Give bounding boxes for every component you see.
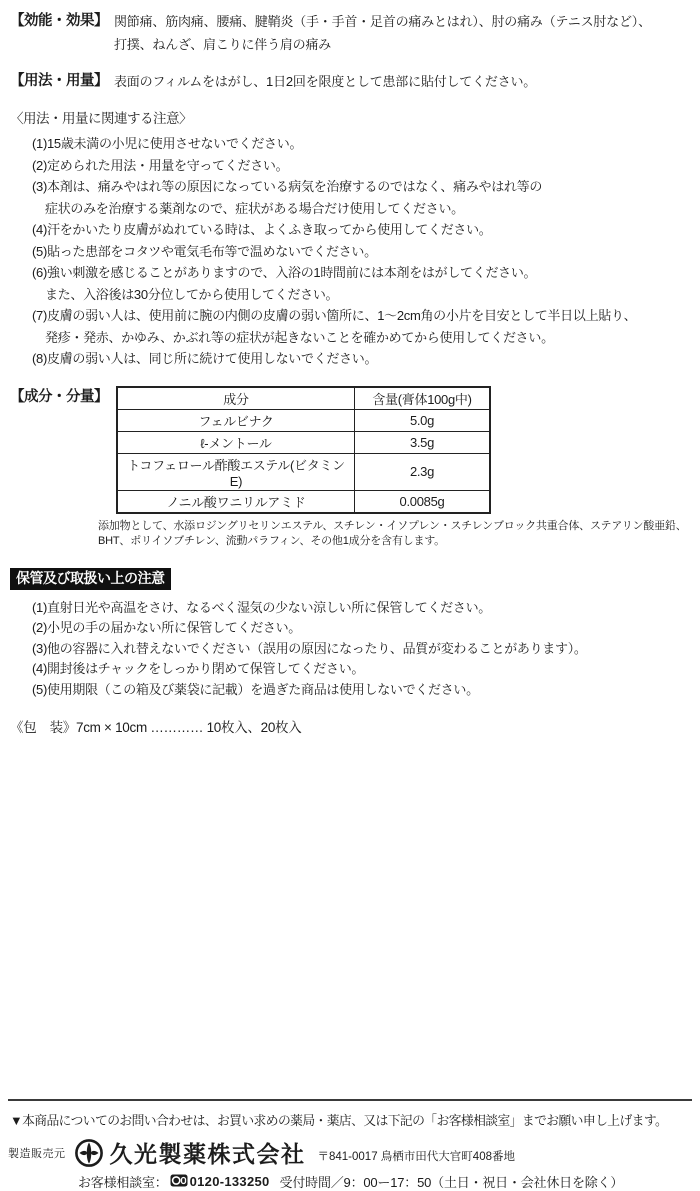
storage-item: (2)小児の手の届かない所に保管してください。 (32, 620, 301, 635)
dosage-note-item: (7)皮膚の弱い人は、使用前に腕の内側の皮膚の弱い箇所に、1〜2cm角の小片を目安として半日以上貼り、 発疹・発赤、かゆみ、かぶれ等の症状が起きないことを確かめてから使用してください。 (32, 308, 637, 345)
efficacy-text (114, 10, 651, 56)
contact-label: お客様相談室： (78, 1175, 168, 1190)
office-hours: 受付時間／9：00ー17：50（土日・祝日・会社休日を除く） (279, 1175, 624, 1190)
section-ingredients (10, 386, 690, 514)
divider (8, 1099, 692, 1101)
storage-item: (5)使用期限（この箱及び薬袋に記載）を過ぎた商品は使用しないでください。 (32, 681, 479, 697)
table-cell-ingredient: ノニル酸ワニリルアミド (117, 490, 355, 513)
company-name: 久光製薬株式会社 (109, 1141, 306, 1167)
table-header-cell: 成分 (117, 387, 355, 410)
storage-item: (1)直射日光や高温をさけ、なるべく湿気の少ない涼しい所に保管してください。 (32, 599, 491, 615)
additives-line: 添加物として、水添ロジングリセリンエステル、スチレン・イソプレン・スチレンブロック共重合体、ステアリン酸亜鉛、 (98, 519, 687, 532)
table-header-row (117, 387, 490, 410)
dosage-note-item: (8)皮膚の弱い人は、同じ所に続けて使用しないでください。 (32, 351, 378, 366)
manufacturer-row (8, 1136, 700, 1169)
dosage-note-item: (6)強い刺激を感じることがありますので、入浴の1時間前には本剤をはがしてください。 また、入浴後は30分位してから使用してください。 (32, 265, 537, 302)
efficacy-line: 打撲、ねんざ、肩こりに伴う肩の痛み (114, 37, 332, 52)
dosage-header: 【用法・用量】 (10, 73, 108, 89)
storage-header: 保管及び取扱い上の注意 (10, 568, 171, 590)
table-cell-amount: 3.5g (355, 431, 491, 453)
hisamitsu-logo-icon (74, 1138, 104, 1168)
efficacy-header: 【効能・効果】 (10, 13, 108, 29)
company-address: 〒841-0017 鳥栖市田代大官町408番地 (317, 1150, 515, 1163)
dosage-note-item: (1)15歳未満の小児に使用させないでください。 (32, 136, 303, 151)
table-cell-amount: 2.3g (355, 453, 491, 490)
table-row (117, 453, 490, 490)
dosage-note-item: (4)汗をかいたり皮膚がぬれている時は、よくふき取ってから使用してください。 (32, 222, 492, 237)
packaging-line: 《包 装》7cm × 10cm ………… 10枚入、20枚入 (10, 720, 302, 735)
table-cell-amount: 5.0g (355, 409, 491, 431)
table-row (117, 490, 490, 513)
additives-line: BHT、ポリイソブチレン、流動パラフィン、その他1成分を含有します。 (98, 535, 445, 547)
dosage-notes-list (10, 133, 690, 370)
table-cell-ingredient: ℓ-メントール (117, 431, 355, 453)
additives-note (98, 519, 690, 550)
phone-number: 0120-133250 (189, 1174, 270, 1189)
section-efficacy (10, 10, 690, 56)
dosage-text: 表面のフィルムをはがし、1日2回を限度として患部に貼付してください。 (114, 74, 537, 89)
footer (0, 1099, 700, 1191)
freedial-icon (170, 1174, 188, 1190)
storage-list (10, 598, 690, 701)
storage-item: (4)開封後はチャックをしっかり閉めて保管してください。 (32, 661, 365, 676)
efficacy-line: 関節痛、筋肉痛、腰痛、腱鞘炎（手・手首・足首の痛みとはれ）、肘の痛み（テニス肘など）、 (114, 14, 651, 29)
table-row (117, 431, 490, 453)
table-header-cell: 含量(膏体100g中) (355, 387, 491, 410)
table-cell-ingredient: フェルビナク (117, 409, 355, 431)
dosage-notes-title: 〈用法・用量に関連する注意〉 (10, 111, 192, 126)
table-cell-ingredient: トコフェロール酢酸エステル(ビタミンE) (117, 453, 355, 490)
dosage-note-item: (5)貼った患部をコタツや電気毛布等で温めないでください。 (32, 243, 377, 259)
ingredients-table (116, 386, 491, 514)
manufacturer-label: 製造販売元 (8, 1147, 66, 1160)
dosage-note-item: (3)本剤は、痛みやはれ等の原因になっている病気を治療するのではなく、痛みやはれ等の 症状のみを治療する薬剤なので、症状がある場合だけ使用してください。 (32, 179, 543, 216)
table-row (117, 409, 490, 431)
section-dosage (10, 70, 690, 93)
inquiry-note: ▼本商品についてのお問い合わせは、お買い求めの薬局・薬店、又は下記の「お客様相談室」までお願い申し上げます。 (10, 1113, 668, 1128)
storage-item: (3)他の容器に入れ替えないでください（誤用の原因になったり、品質が変わることがあります）。 (32, 640, 587, 656)
dosage-note-item: (2)定められた用法・用量を守ってください。 (32, 157, 289, 173)
contact-row (78, 1172, 700, 1191)
ingredients-header: 【成分・分量】 (10, 388, 108, 405)
table-cell-amount: 0.0085g (355, 490, 491, 513)
